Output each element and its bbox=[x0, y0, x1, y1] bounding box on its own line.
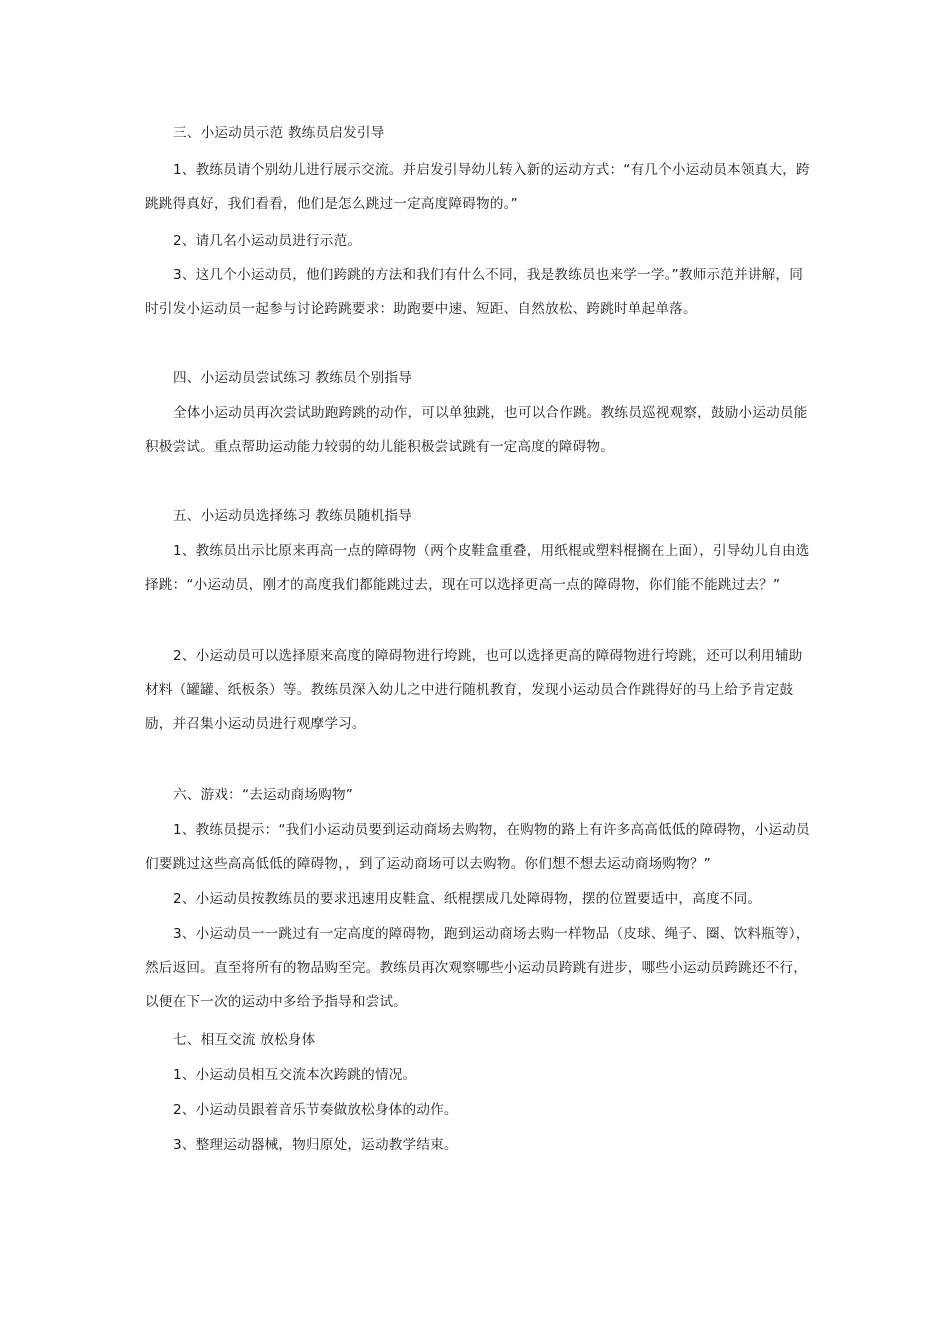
section-6-paragraph-1: 1、教练员提示：“我们小运动员要到运动商场去购物，在购物的路上有许多高高低低的障碍物，小运动员们要跳过这些高高低低的障碍物，，到了运动商场可以去购物。你们想不想去运动商场购物？” bbox=[145, 822, 810, 872]
section-4-heading: 四、小运动员尝试练习 教练员个别指导 bbox=[173, 370, 413, 386]
section-5-heading: 五、小运动员选择练习 教练员随机指导 bbox=[173, 508, 413, 524]
section-5-paragraph-1: 1、教练员出示比原来再高一点的障碍物（两个皮鞋盒重叠，用纸棍或塑料棍搁在上面），引导幼儿自由选择跳：“小运动员，刚才的高度我们都能跳过去，现在可以选择更高一点的障碍物，你们能不能跳过去？” bbox=[145, 543, 810, 593]
section-6-paragraph-2: 2、小运动员按教练员的要求迅速用皮鞋盒、纸棍摆成几处障碍物，摆的位置要适中，高度不同。 bbox=[173, 891, 762, 907]
section-3-heading: 三、小运动员示范 教练员启发引导 bbox=[173, 125, 385, 141]
section-3-paragraph-1: 1、教练员请个别幼儿进行展示交流。并启发引导幼儿转入新的运动方式：“有几个小运动员本领真大，跨跳跳得真好，我们看看，他们是怎么跳过一定高度障碍物的。” bbox=[145, 162, 810, 212]
section-3-paragraph-2: 2、请几名小运动员进行示范。 bbox=[173, 233, 362, 249]
section-6-paragraph-3: 3、小运动员一一跳过有一定高度的障碍物，跑到运动商场去购一样物品（皮球、绳子、圈、饮料瓶等），然后返回。直至将所有的物品购至完。教练员再次观察哪些小运动员跨跳有进步，哪些小运动员跨跳还不行，以便在下一次的运动中多给予指导和尝试。 bbox=[145, 926, 810, 1010]
section-6-heading: 六、游戏：“去运动商场购物” bbox=[173, 787, 354, 803]
section-7-heading: 七、相互交流 放松身体 bbox=[173, 1032, 316, 1048]
section-7-paragraph-2: 2、小运动员跟着音乐节奏做放松身体的动作。 bbox=[173, 1102, 458, 1118]
section-5-paragraph-2: 2、小运动员可以选择原来高度的障碍物进行垮跳，也可以选择更高的障碍物进行垮跳，还可以利用辅助材料（罐罐、纸板条）等。教练员深入幼儿之中进行随机教育，发现小运动员合作跳得好的马上给予肯定鼓励，并召集小运动员进行观摩学习。 bbox=[145, 648, 803, 732]
section-7-paragraph-1: 1、小运动员相互交流本次跨跳的情况。 bbox=[173, 1067, 417, 1083]
section-4-paragraph-1: 全体小运动员再次尝试助跑跨跳的动作，可以单独跳，也可以合作跳。教练员巡视观察，鼓励小运动员能积极尝试。重点帮助运动能力较弱的幼儿能积极尝试跳有一定高度的障碍物。 bbox=[145, 405, 808, 455]
section-3-paragraph-3: 3、这几个小运动员，他们跨跳的方法和我们有什么不同，我是教练员也来学一学。”教师示范并讲解，同时引发小运动员一起参与讨论跨跳要求：助跑要中速、短距、自然放松、跨跳时单起单落。 bbox=[145, 267, 804, 317]
section-7-paragraph-3: 3、整理运动器械，物归原处，运动教学结束。 bbox=[173, 1137, 458, 1153]
